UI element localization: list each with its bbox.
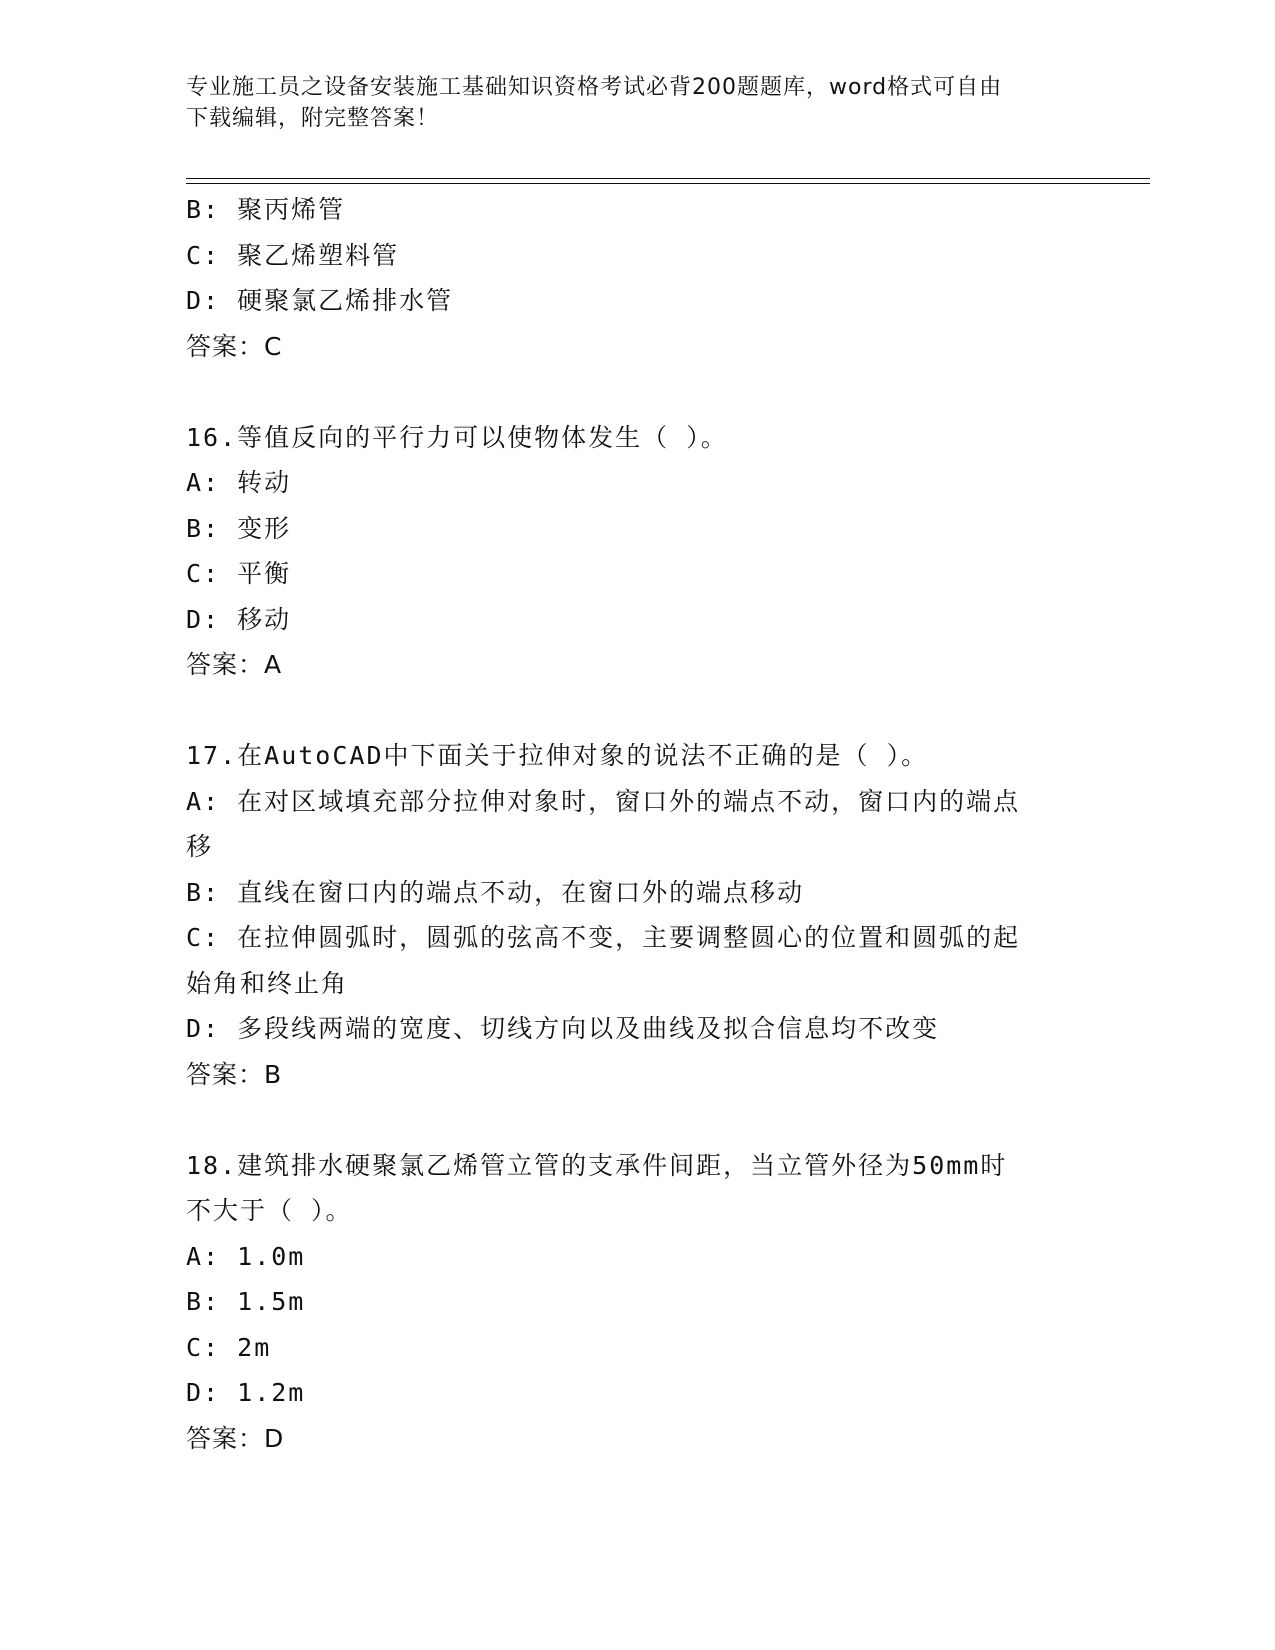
question-text-line-1: 18.建筑排水硬聚氯乙烯管立管的支承件间距，当立管外径为50mm时 [186, 1150, 1008, 1180]
option-d: D: 硬聚氯乙烯排水管 [186, 286, 454, 315]
option-a-line-2: 移 [186, 832, 214, 861]
question-text-line-2: 不大于（ ）。 [186, 1196, 353, 1225]
question-17 [186, 733, 1086, 1097]
option-a: A: 1.0m [186, 1241, 306, 1271]
option-a-line-1: A: 在对区域填充部分拉伸对象时，窗口外的端点不动，窗口内的端点 [186, 786, 1021, 816]
option-b: B: 变形 [186, 513, 292, 543]
header-divider-bottom [186, 183, 1150, 184]
option-c-line-2: 始角和终止角 [186, 968, 349, 998]
option-b: B: 聚丙烯管 [186, 195, 346, 224]
option-c: C: 聚乙烯塑料管 [186, 240, 400, 270]
header-line-1: 专业施工员之设备安装施工基础知识资格考试必背200题题库，word格式可自由 [186, 75, 1003, 100]
option-d: D: 1.2m [186, 1378, 306, 1407]
question-text: 16.等值反向的平行力可以使物体发生（ ）。 [186, 422, 728, 452]
question-list [186, 187, 1086, 1461]
question-text: 17.在AutoCAD中下面关于拉伸对象的说法不正确的是（ ）。 [186, 741, 929, 770]
option-c-line-1: C: 在拉伸圆弧时，圆弧的弦高不变，主要调整圆心的位置和圆弧的起 [186, 923, 1021, 952]
document-header [186, 72, 1066, 134]
question-18 [186, 1143, 1086, 1462]
answer: 答案：B [186, 1059, 283, 1089]
spacer [186, 1097, 1086, 1143]
option-d: D: 多段线两端的宽度、切线方向以及曲线及拟合信息均不改变 [186, 1014, 940, 1043]
question-15-tail [186, 187, 1086, 369]
spacer [186, 369, 1086, 415]
option-c: C: 平衡 [186, 559, 292, 588]
spacer [186, 688, 1086, 734]
answer: 答案：C [186, 331, 283, 361]
question-16 [186, 415, 1086, 688]
option-c: C: 2m [186, 1332, 272, 1362]
option-b: B: 1.5m [186, 1287, 306, 1316]
header-divider-top [186, 178, 1150, 179]
option-a: A: 转动 [186, 468, 292, 497]
option-b: B: 直线在窗口内的端点不动，在窗口外的端点移动 [186, 877, 805, 907]
answer: 答案：A [186, 650, 283, 679]
answer: 答案：D [186, 1423, 285, 1453]
header-line-2: 下载编辑，附完整答案！ [186, 106, 440, 131]
option-d: D: 移动 [186, 604, 292, 634]
